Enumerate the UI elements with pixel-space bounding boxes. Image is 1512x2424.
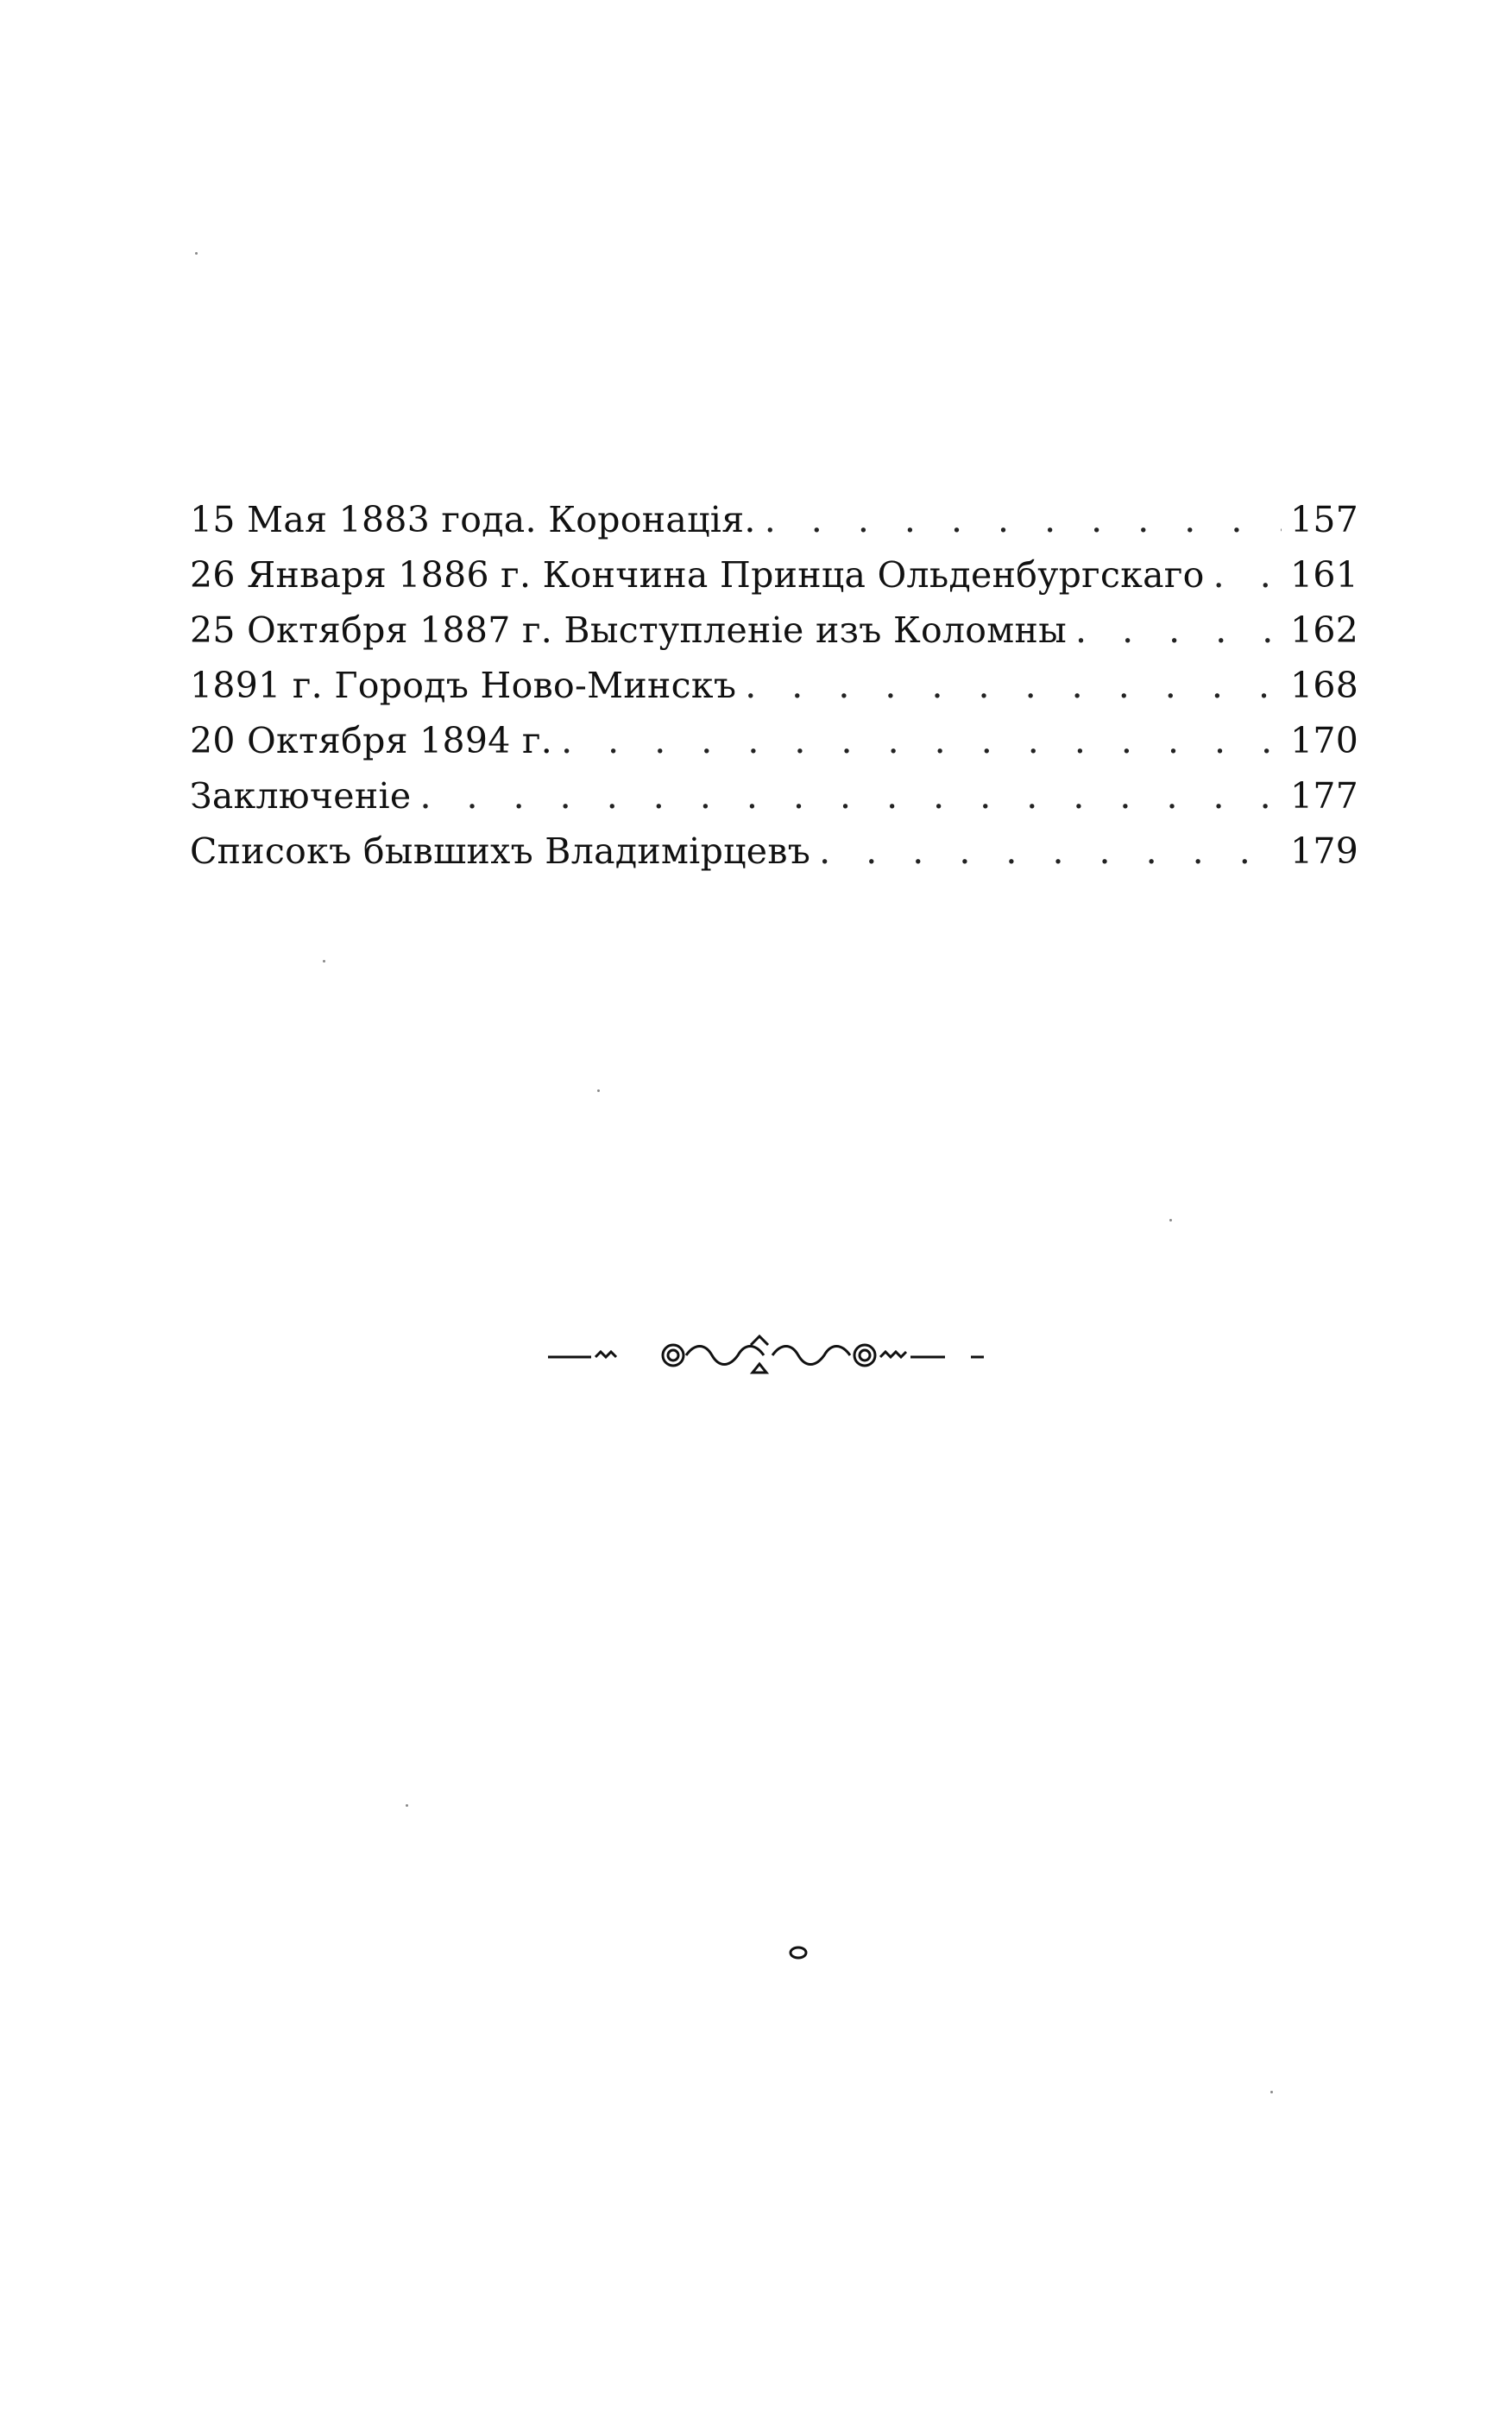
- toc-dot-leader: [1075, 603, 1282, 658]
- toc-entry: [190, 658, 1359, 713]
- toc-entry-page: 179: [1290, 830, 1359, 872]
- toc-entry-page: 162: [1290, 609, 1359, 651]
- toc-dot-leader: [419, 768, 1282, 824]
- toc-entry-title: 20 Октября 1894 г.: [190, 720, 553, 761]
- toc-entry-title: 15 Мая 1883 года. Коронація.: [190, 499, 756, 540]
- print-speck: [1270, 2091, 1273, 2093]
- print-speck: [597, 1089, 600, 1092]
- print-speck: [323, 960, 325, 963]
- toc-entry-page: 168: [1290, 665, 1359, 706]
- toc-entry-page: 170: [1290, 720, 1359, 761]
- toc-entry-title: Списокъ бывшихъ Владимірцевъ: [190, 830, 811, 872]
- toc-dot-leader: [819, 824, 1282, 879]
- toc-entry-title: 26 Января 1886 г. Кончина Принца Ольденбургскаго: [190, 554, 1205, 596]
- toc-entry-page: 161: [1290, 554, 1359, 596]
- toc-entry: [190, 824, 1359, 879]
- toc-entry-title: 25 Октября 1887 г. Выступленіе изъ Коломны: [190, 609, 1068, 651]
- toc-entry: [190, 603, 1359, 658]
- toc-entry: [190, 547, 1359, 603]
- toc-dot-leader: [745, 658, 1282, 713]
- toc-entry: [190, 492, 1359, 547]
- toc-entry-title: 1891 г. Городъ Ново-Минскъ: [190, 665, 737, 706]
- toc-dot-leader: [1213, 547, 1282, 603]
- toc-entry-title: Заключеніе: [190, 775, 412, 817]
- toc-entry-page: 157: [1290, 499, 1359, 540]
- print-speck: [1169, 1219, 1172, 1221]
- toc-entry: [190, 713, 1359, 768]
- ornamental-rule-icon: [544, 1329, 992, 1381]
- print-speck: [406, 1804, 408, 1807]
- small-ornament-mark-icon: [787, 1944, 810, 1961]
- print-speck: [195, 252, 198, 255]
- toc-dot-leader: [765, 492, 1282, 547]
- toc-dot-leader: [561, 713, 1282, 768]
- toc-entry: [190, 768, 1359, 824]
- toc-entry-page: 177: [1290, 775, 1359, 817]
- table-of-contents: [190, 492, 1359, 879]
